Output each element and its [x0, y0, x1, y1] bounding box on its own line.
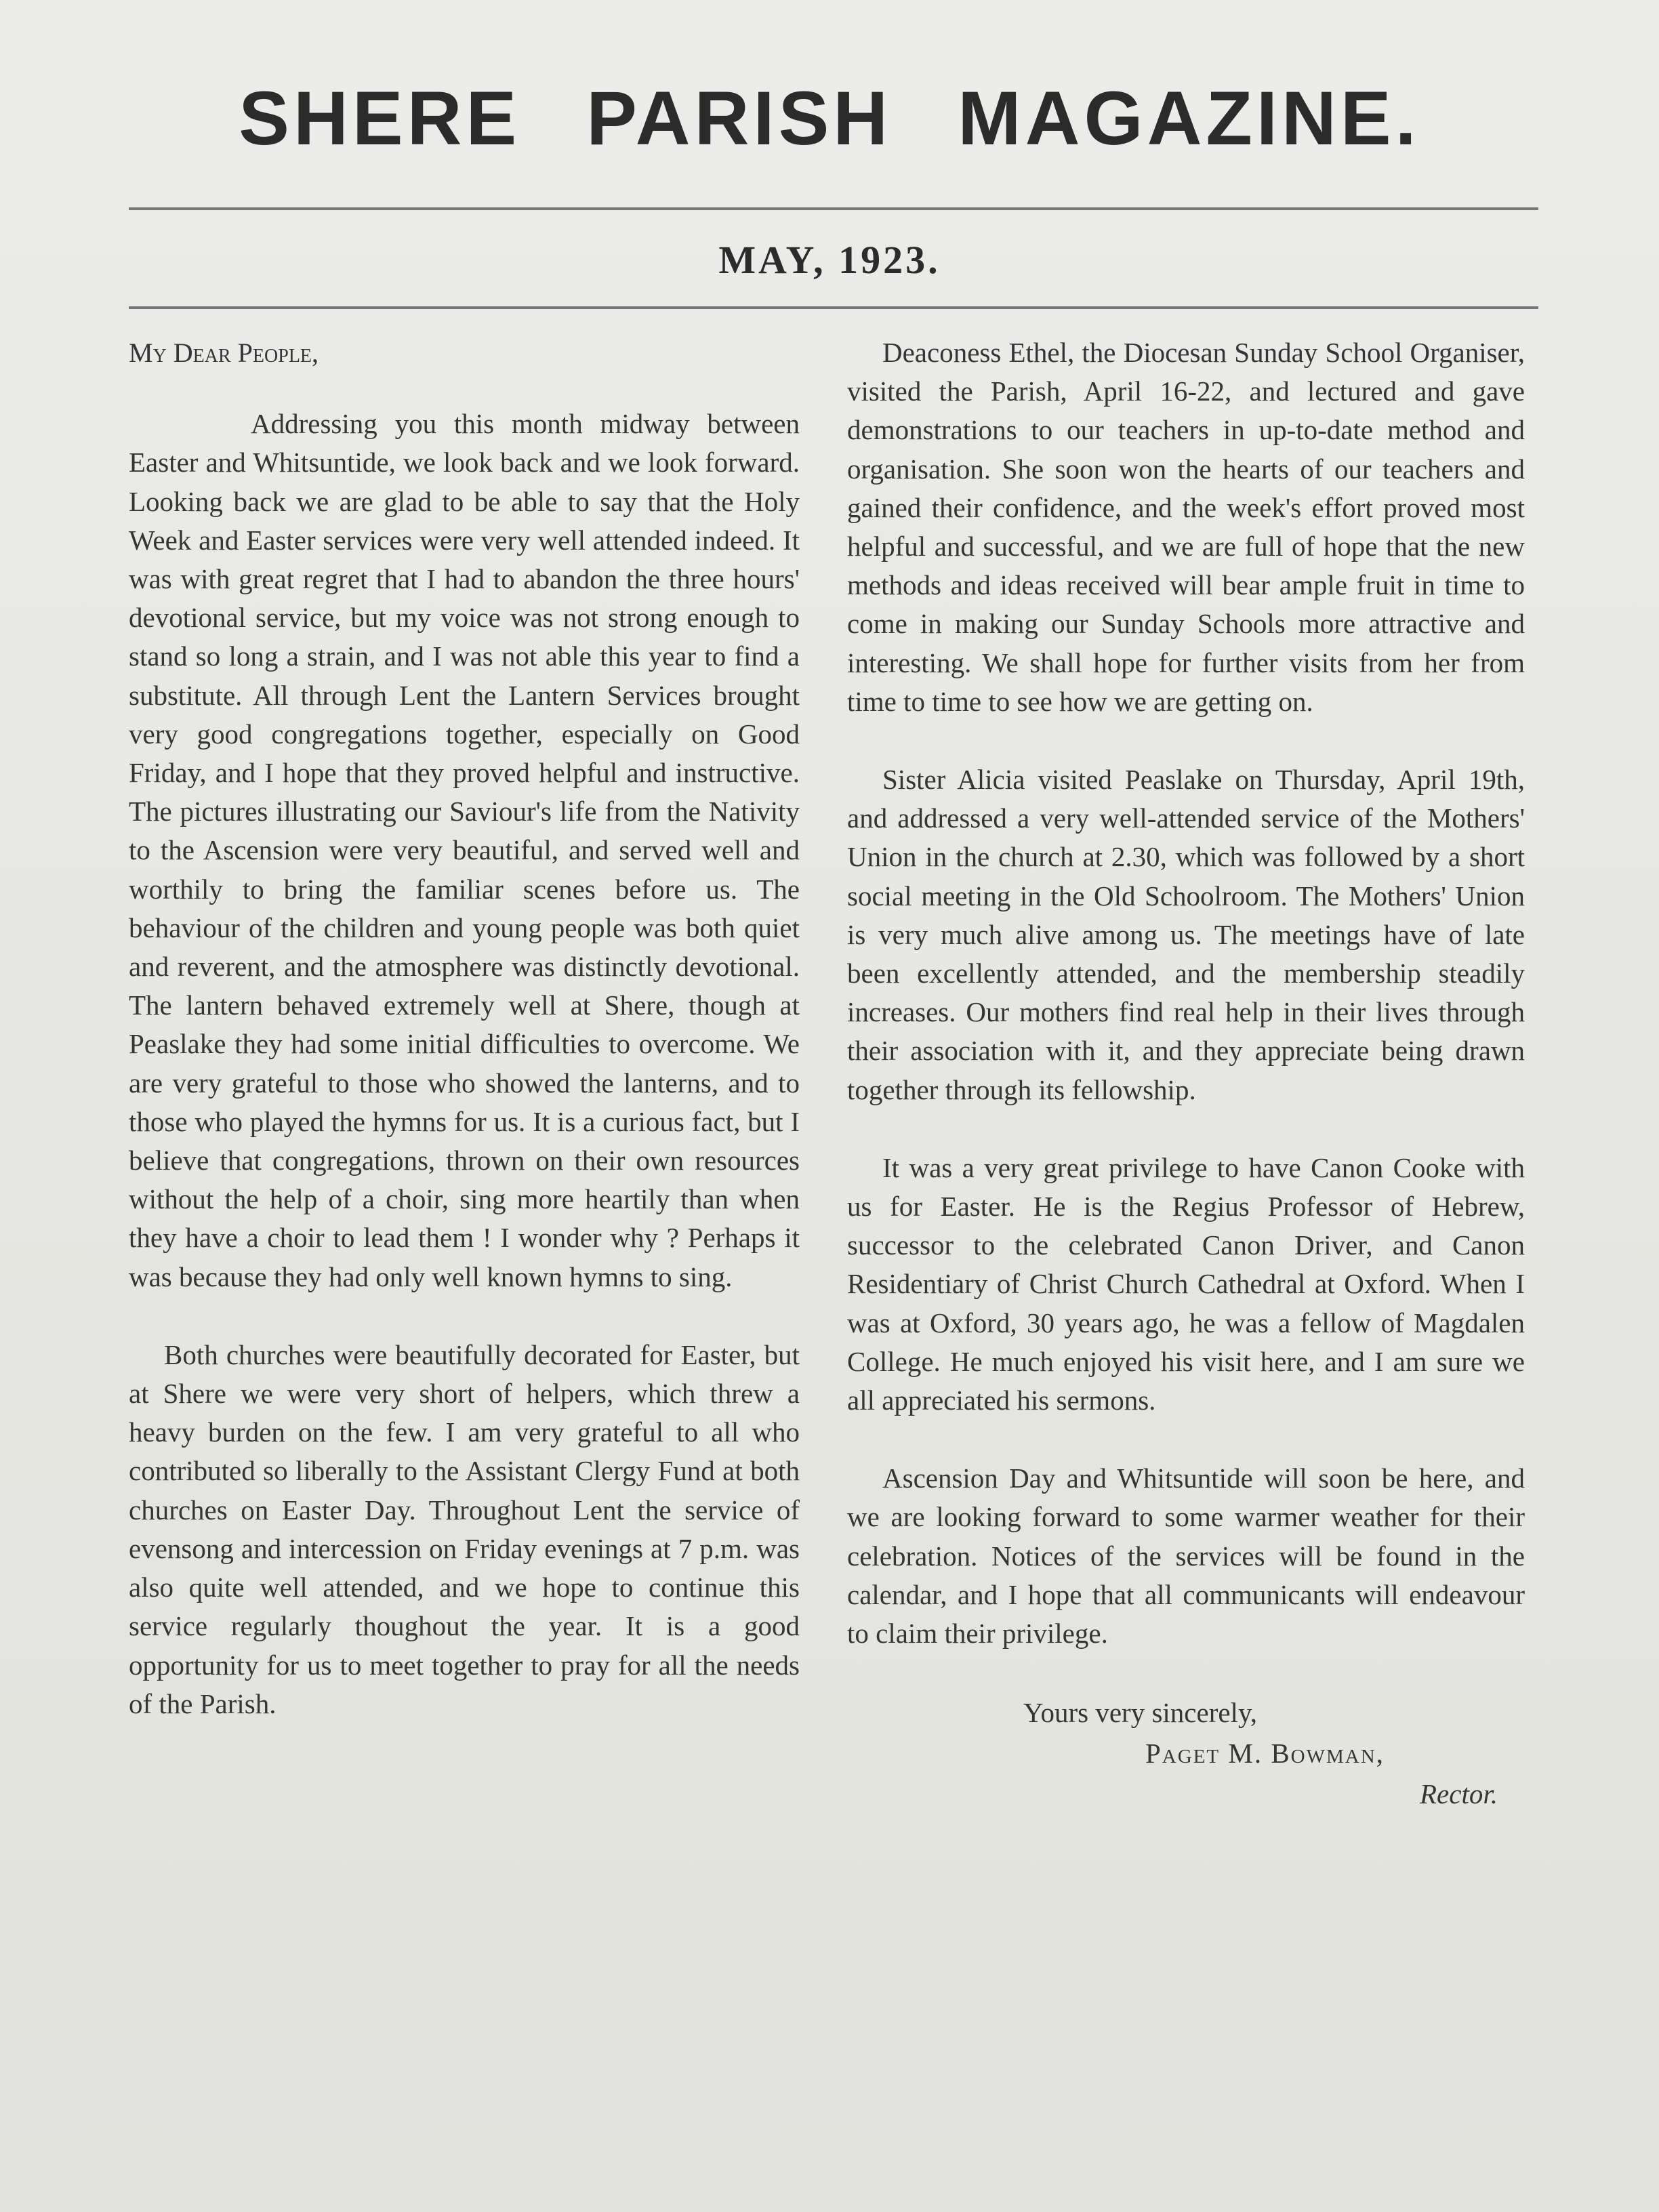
- left-column: [129, 333, 800, 1763]
- letter-closing: [847, 1692, 1525, 1814]
- paragraph: Ascension Day and Whitsuntide will soon be here, and we are looking forward to some warmer weather for their celebration. Notices of the services will be found in the calendar, and I hope that all communicants will endeavour to claim their privilege.: [847, 1462, 1525, 1650]
- closing-phrase: Yours very sincerely,: [1023, 1697, 1258, 1729]
- issue-date: MAY, 1923.: [718, 238, 941, 282]
- right-column: [847, 333, 1525, 1814]
- paragraph: It was a very great privilege to have Canon Cooke with us for Easter. He is the Regius Professor of Hebrew, successor to the celebrated Canon Driver, and Canon Residentiary of Christ Church Cathedral at Oxford. When I was at Oxford, 30 years ago, he was a fellow of Magdalen College. He much enjoyed his visit here, and I am sure we all appreciated his sermons.: [847, 1151, 1525, 1416]
- header-rule-top: [129, 207, 1538, 210]
- paragraph: Deaconess Ethel, the Diocesan Sunday School Organiser, visited the Parish, April 16-22, and lectured and gave demonstrations to our teachers in up-to-date method and organisation. She soon won the hearts of our teachers and gained their confidence, and the week's effort proved most helpful and successful, and we are full of hope that the new methods and ideas received will bear ample fruit in time to come in making our Sunday Schools more attractive and interesting. We shall hope for further visits from her from time to time to see how we are getting on.: [847, 337, 1525, 717]
- paragraph: Addressing you this month midway between Easter and Whitsuntide, we look back and we look forward. Looking back we are glad to be able to say that the Holy Week and Easter services were very well attended indeed. It was with great regret that I had to abandon the three hours' devotional service, but my voice was not strong enough to stand so long a strain, and I was not able this year to find a substitute. All through Lent the Lantern Services brought very good congregations together, especially on Good Friday, and I hope that they proved helpful and instructive. The pictures illustrating our Saviour's life from the Nativity to the Ascension were very beautiful, and served well and worthily to bring the familiar scenes before us. The behaviour of the children and young people was both quiet and reverent, and the atmosphere was distinctly devotional. The lantern behaved extremely well at Shere, though at Peaslake they had some initial difficulties to overcome. We are very grateful to those who showed the lanterns, and to those who played the hymns for us. It is a curious fact, but I believe that congregations, thrown on their own resources without the help of a choir, sing more heartily than when they have a choir to lead them ! I wonder why ? Perhaps it was because they had only well known hymns to sing.: [129, 408, 800, 1292]
- signature-role: Rector.: [1420, 1778, 1498, 1810]
- paragraph: Sister Alicia visited Peaslake on Thursday, April 19th, and addressed a very well-attended service of the Mothers' Union in the church at 2.30, which was followed by a short social meeting in the Old Schoolroom. The Mothers' Union is very much alive among us. The meetings have of late been excellently attended, and the membership steadily increases. Our mothers find real help in their lives through their association with it, and they appreciate being drawn together through its fellowship.: [847, 764, 1525, 1105]
- paragraph: Both churches were beautifully decorated for Easter, but at Shere we were very short of helpers, which threw a heavy burden on the few. I am very grateful to all who contributed so liberally to the Assistant Clergy Fund at both churches on Easter Day. Throughout Lent the service of evensong and intercession on Friday evenings at 7 p.m. was also quite well attended, and we hope to continue this service regularly thoughout the year. It is a good opportunity for us to meet together to pray for all the needs of the Parish.: [129, 1338, 800, 1719]
- signature-name: Paget M. Bowman,: [1145, 1738, 1385, 1769]
- header-rule-bottom: [129, 306, 1538, 309]
- magazine-title: SHERE PARISH MAGAZINE.: [239, 76, 1420, 161]
- salutation: My Dear People,: [129, 337, 319, 368]
